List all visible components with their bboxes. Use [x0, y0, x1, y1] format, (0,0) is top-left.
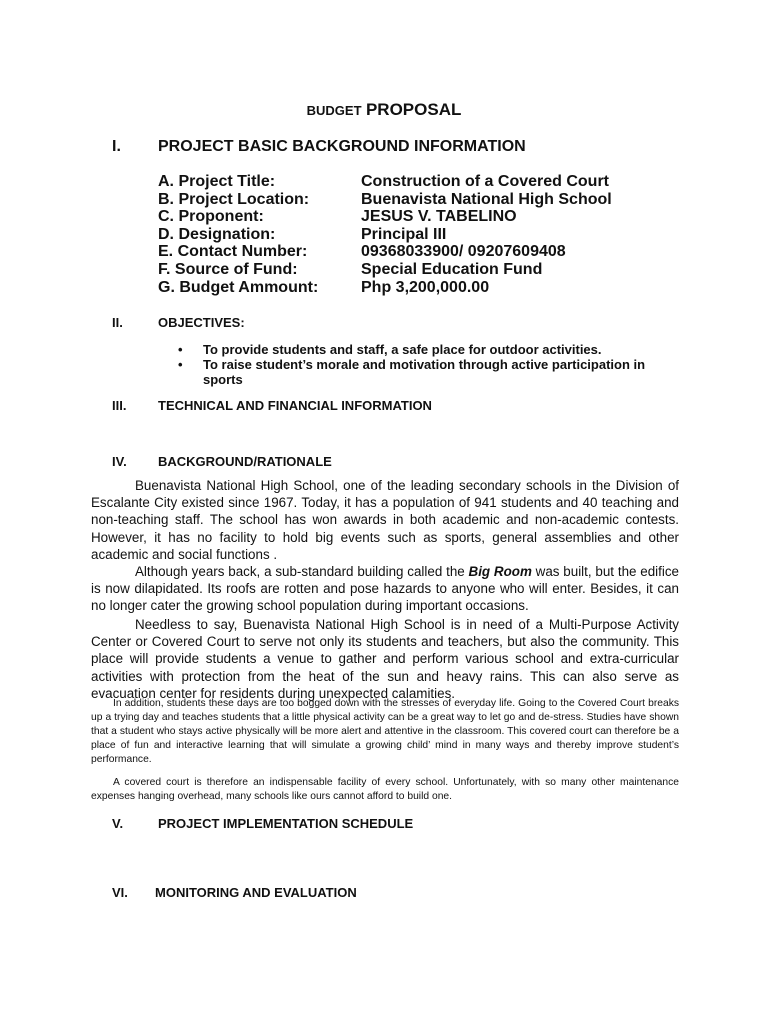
section-1-heading: PROJECT BASIC BACKGROUND INFORMATION: [158, 138, 526, 155]
document-title: [0, 100, 768, 120]
info-label: G. Budget Ammount:: [158, 279, 319, 296]
info-row-project-location: [158, 191, 718, 209]
info-row-contact-number: [158, 243, 718, 261]
objective-text: To raise student’s morale and motivation through active participation in sports: [203, 357, 646, 387]
objective-bullet: [178, 357, 698, 387]
rationale-paragraph-2: [91, 563, 679, 615]
rationale-paragraph-3: Needless to say, Buenavista National High School is in need of a Multi-Purpose Activity Center or Covered Court to serve not only its students and teachers, but also the community. This place will provide students a venue to gather and perform various school and extra-curricular activities with protection from the heat of the sun and heavy rains. This can also serve as evacuation center for residents during unexpected calamities.: [91, 617, 679, 701]
info-row-proponent: [158, 208, 718, 226]
info-value: Construction of a Covered Court: [361, 173, 610, 190]
info-label: C. Proponent:: [158, 208, 264, 225]
bullet-icon: •: [178, 342, 183, 357]
big-room-emphasis: Big Room: [468, 564, 532, 579]
info-row-project-title: [158, 173, 718, 191]
info-value: Buenavista National High School: [361, 191, 612, 208]
title-proposal: PROPOSAL: [365, 100, 462, 119]
rationale-paragraph-5: A covered court is therefore an indispensable facility of every school. Unfortunately, with so many other maintenance expenses hanging overhead, many schools like ours cannot afford to build one.: [91, 777, 679, 802]
paragraph-text: was built, but the edifice is now dilapidated. Its roofs are rotten and pose hazards to anyone who will enter. Besides, it can no longer cater the growing school population during important occasions.: [91, 564, 679, 614]
info-value: JESUS V. TABELINO: [361, 208, 517, 225]
paragraph-text: Although years back, a sub-standard building called the: [135, 564, 469, 579]
info-row-budget-amount: [158, 279, 718, 297]
info-label: D. Designation:: [158, 226, 276, 243]
section-6-number: VI.: [112, 885, 128, 900]
section-4-heading: BACKGROUND/RATIONALE: [158, 454, 332, 469]
info-value: 09368033900/ 09207609408: [361, 243, 566, 260]
section-5-number: V.: [112, 816, 124, 831]
section-3-number: III.: [112, 398, 127, 413]
section-3-heading: TECHNICAL AND FINANCIAL INFORMATION: [158, 398, 432, 413]
info-label: F. Source of Fund:: [158, 261, 298, 278]
info-row-source-of-fund: [158, 261, 718, 279]
section-6-heading: MONITORING AND EVALUATION: [155, 885, 357, 900]
info-label: B. Project Location:: [158, 191, 310, 208]
rationale-paragraph-4: In addition, students these days are too bogged down with the stresses of everyday life. Going to the Covered Court breaks up a trying day and teaches students that a little physical activity can be a great way to let go and de-stress. Studies have shown that a student who stays active physically will be more alert and attentive in the classroom. This covered court can therefore be a place of fun and interactive learning that will simulate a growing child’ mind in many ways and thereby improve student’s performance.: [91, 698, 679, 765]
objective-bullet: [178, 342, 698, 357]
section-4-number: IV.: [112, 454, 127, 469]
info-value: Principal III: [361, 226, 447, 243]
info-value: Php 3,200,000.00: [361, 279, 490, 296]
info-label: E. Contact Number:: [158, 243, 308, 260]
bullet-icon: •: [178, 357, 183, 372]
title-budget: BUDGET: [306, 103, 362, 118]
info-label: A. Project Title:: [158, 173, 276, 190]
info-value: Special Education Fund: [361, 261, 543, 278]
info-row-designation: [158, 226, 718, 244]
section-5-heading: PROJECT IMPLEMENTATION SCHEDULE: [158, 816, 414, 831]
section-2-heading: OBJECTIVES:: [158, 315, 245, 330]
objective-text: To provide students and staff, a safe place for outdoor activities.: [203, 342, 602, 357]
section-2-number: II.: [112, 315, 123, 330]
rationale-paragraph-1: Buenavista National High School, one of the leading secondary schools in the Division of Escalante City existed since 1967. Today, it has a population of 941 students and 40 teaching and non-teaching staff. The school has won awards in both academic and non-academic contests. However, it has no facility to hold big events such as sports, general assemblies and other academic and social functions .: [91, 478, 679, 562]
section-1-number: I.: [112, 138, 121, 155]
